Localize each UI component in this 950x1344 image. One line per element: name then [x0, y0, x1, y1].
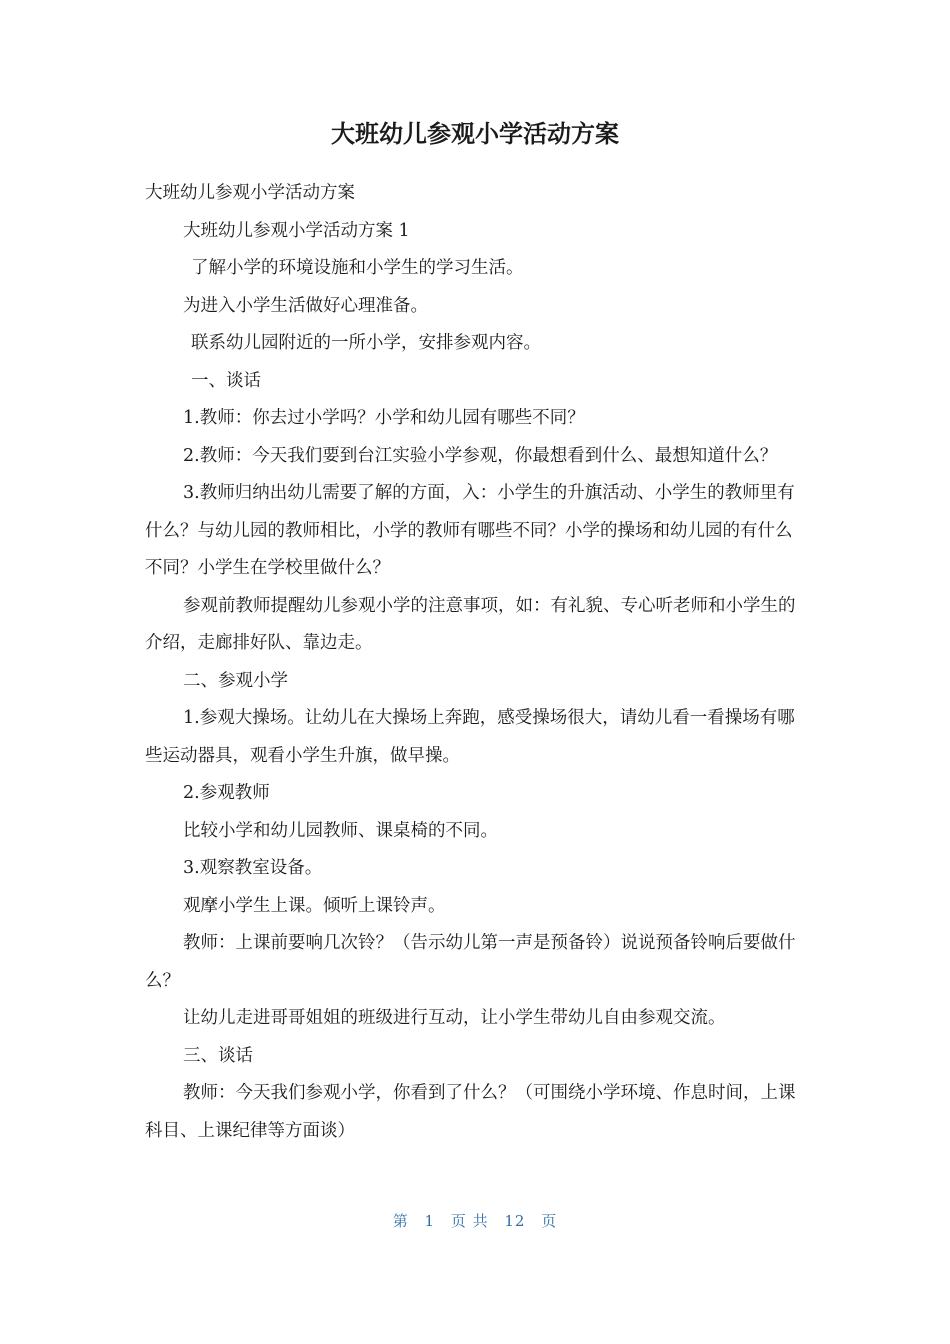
paragraph-item: 比较小学和幼儿园教师、课桌椅的不同。	[183, 820, 498, 841]
paragraph-item: 2.参观教师	[183, 783, 270, 803]
paragraph-item: 1.参观大操场。让幼儿在大操场上奔跑，感受操场很大，请幼儿看一看操场有哪些运动器具，观看小学生升旗，做早操。	[145, 708, 795, 766]
page-footer	[0, 1210, 950, 1231]
footer-total-pages: 12	[504, 1212, 526, 1230]
footer-suffix: 页	[541, 1212, 558, 1230]
document-body	[145, 175, 800, 1150]
paragraph-item: 教师：今天我们参观小学，你看到了什么？（可围绕小学环境、作息时间，上课科目、上课纪律等方面谈）	[145, 1083, 796, 1141]
heading-talk: 一、谈话	[191, 370, 261, 391]
paragraph-goal-1: 了解小学的环境设施和小学生的学习生活。	[191, 258, 524, 278]
paragraph-item: 3.观察教室设备。	[183, 858, 323, 878]
page-title: 大班幼儿参观小学活动方案	[331, 120, 619, 148]
paragraph-subtitle: 大班幼儿参观小学活动方案	[145, 183, 355, 203]
footer-middle: 页 共	[450, 1212, 489, 1230]
heading-discussion: 三、谈话	[183, 1045, 253, 1066]
heading-visit: 二、参观小学	[183, 670, 288, 691]
paragraph-item: 3.教师归纳出幼儿需要了解的方面，入：小学生的升旗活动、小学生的教师里有什么？与幼儿园的教师相比，小学的教师有哪些不同？小学的操场和幼儿园的有什么不同？小学生在学校里做什么？	[145, 483, 795, 578]
paragraph-item: 2.教师：今天我们要到台江实验小学参观，你最想看到什么、最想知道什么？	[183, 445, 778, 466]
paragraph-section-heading: 大班幼儿参观小学活动方案 1	[183, 220, 410, 241]
paragraph-item: 1.教师：你去过小学吗？小学和幼儿园有哪些不同？	[183, 408, 585, 428]
footer-current-page: 1	[424, 1212, 436, 1230]
paragraph-item: 观摩小学生上课。倾听上课铃声。	[183, 895, 446, 916]
footer-prefix: 第	[392, 1212, 409, 1230]
paragraph-item: 让幼儿走进哥哥姐姐的班级进行互动，让小学生带幼儿自由参观交流。	[183, 1008, 726, 1028]
paragraph-goal-2: 为进入小学生活做好心理准备。	[183, 295, 428, 316]
paragraph-item: 教师：上课前要响几次铃？（告示幼儿第一声是预备铃）说说预备铃响后要做什么？	[145, 933, 796, 991]
paragraph-reminder: 参观前教师提醒幼儿参观小学的注意事项，如：有礼貌、专心听老师和小学生的介绍，走廊排好队、靠边走。	[145, 595, 796, 653]
paragraph-preparation: 联系幼儿园附近的一所小学，安排参观内容。	[191, 333, 541, 353]
